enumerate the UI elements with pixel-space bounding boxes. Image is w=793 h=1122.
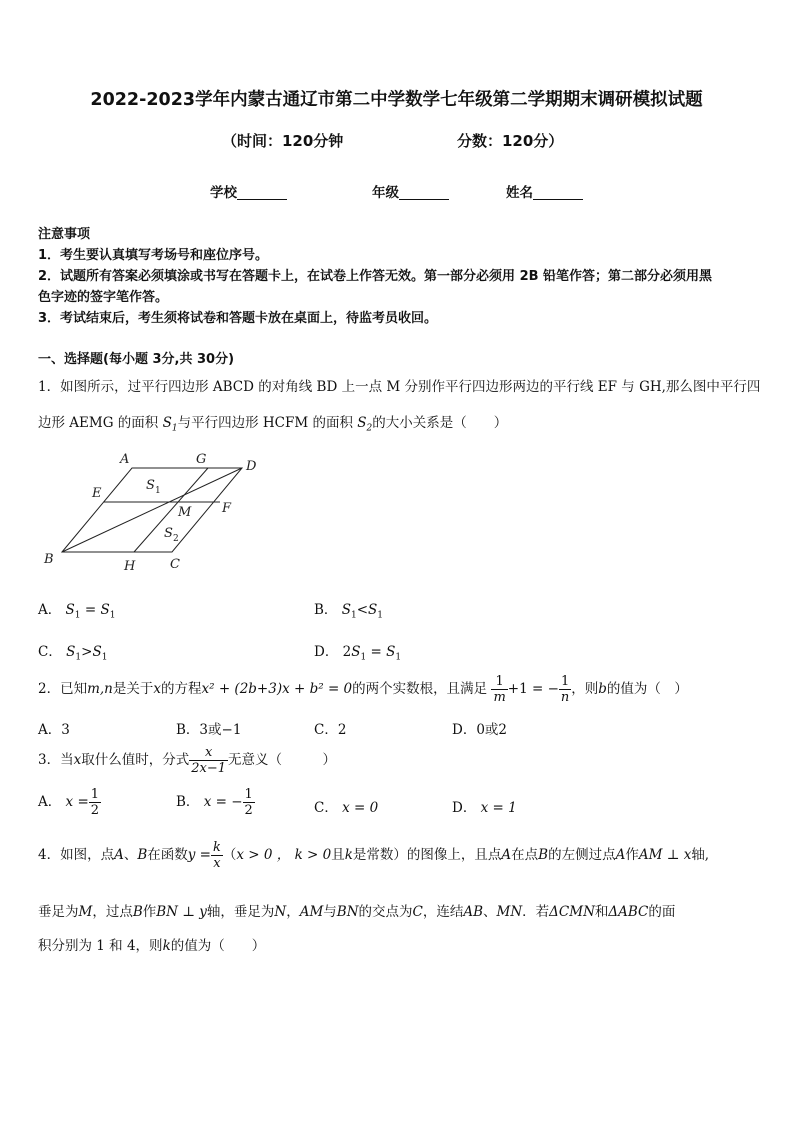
q2-option-d[interactable]: D．0或2 xyxy=(452,722,508,738)
label-s2-sub: 2 xyxy=(173,534,179,544)
q4-line3: 积分别为 1 和 4，则k的值为（ ） xyxy=(38,938,266,954)
q1-text-a: 边形 AEMG 的面积 xyxy=(38,415,159,431)
q2-option-a[interactable]: A．3 xyxy=(38,722,70,738)
q2-stem: 2．已知m,n是关于x的方程x² + (2b+3)x + b² = 0的两个实数根，且满足 $\frac{1}{m}$ +1 = − $\frac{1}{n}$ ，则b的值为（ ） xyxy=(38,674,688,705)
section-heading: 一、选择题(每小题 3分,共 30分) xyxy=(38,352,235,367)
q1-text-c: 的大小关系是（ ） xyxy=(372,415,508,431)
name-label: 姓名 xyxy=(506,185,533,201)
q4-line1: 4．如图，点A、B在函数y = $\frac{k}{x}$ （x > 0 ， k > 0且k是常数）的图像上，且点A在点B的左侧过点A作AM ⊥ x轴, xyxy=(38,840,710,871)
note-item-2b: 色字迹的签字笔作答。 xyxy=(38,290,169,305)
label-s2: S xyxy=(164,526,173,541)
q3-option-a[interactable]: A． x = $\frac{1}{2}$ xyxy=(38,787,100,818)
school-label: 学校 xyxy=(210,185,237,201)
q3-option-b[interactable]: B． x = − $\frac{1}{2}$ xyxy=(176,787,253,818)
grade-label: 年级 xyxy=(372,185,399,201)
note-item-3: 3．考试结束后，考生须将试卷和答题卡放在桌面上，待监考员收回。 xyxy=(38,311,438,326)
q2-frac-1m: $\frac{1}{m}$ xyxy=(493,674,506,705)
label-b: B xyxy=(44,552,54,567)
label-m: M xyxy=(178,505,192,520)
q1-option-d[interactable]: D． $2S_1 = S_1$ xyxy=(314,644,402,663)
label-e: E xyxy=(92,486,102,501)
s1-symbol: $S_1$ xyxy=(162,415,178,434)
q2-option-b[interactable]: B．3或−1 xyxy=(176,722,242,738)
q3-option-d[interactable]: D． x = 1 xyxy=(452,800,517,816)
q1-option-c[interactable]: C． $S_1>S_1$ xyxy=(38,644,108,663)
q2-equation: x² + (2b+3)x + b² = 0 xyxy=(201,681,353,697)
q1-line2 xyxy=(38,411,507,434)
label-f: F xyxy=(222,501,232,516)
exam-score: 分数：120分） xyxy=(457,132,564,150)
q2-option-c[interactable]: C．2 xyxy=(314,722,347,738)
label-s1-sub: 1 xyxy=(155,486,161,496)
label-s1: S xyxy=(146,478,155,493)
name-blank[interactable] xyxy=(533,185,583,200)
label-a: A xyxy=(120,452,130,467)
school-field[interactable] xyxy=(210,181,287,201)
q3-option-c[interactable]: C． x = 0 xyxy=(314,800,379,816)
note-item-2a: 2．试题所有答案必须填涂或书写在答题卡上，在试卷上作答无效。第一部分必须用 2B 铅笔作答；第二部分必须用黑 xyxy=(38,269,713,284)
label-g: G xyxy=(196,452,207,467)
label-d: D xyxy=(246,459,257,474)
q4-line2: 垂足为M，过点B作BN ⊥ y轴，垂足为N，AM与BN的交点为C，连结AB、MN．若ΔCMN和ΔABC的面 xyxy=(38,904,676,920)
s2-symbol: $S_2$ xyxy=(357,415,373,434)
q3-fraction: $\frac{x}{2x-1}$ xyxy=(191,745,226,776)
exam-title: 2022-2023学年内蒙古通辽市第二中学数学七年级第二学期期末调研模拟试题 xyxy=(90,90,703,110)
school-blank[interactable] xyxy=(237,185,287,200)
note-item-1: 1．考生要认真填写考场号和座位序号。 xyxy=(38,248,269,263)
label-h: H xyxy=(124,559,136,574)
q1-line1: 1．如图所示，过平行四边形 ABCD 的对角线 BD 上一点 M 分别作平行四边形两边的平行线 EF 与 GH,那么图中平行四 xyxy=(38,379,761,395)
name-field[interactable] xyxy=(506,181,583,201)
grade-field[interactable] xyxy=(372,181,449,201)
q1-option-a[interactable]: A． $S_1 = S_1$ xyxy=(38,602,116,621)
label-c: C xyxy=(170,557,180,572)
parallelogram-figure xyxy=(36,445,276,580)
q3-stem: 3．当x取什么值时，分式 $\frac{x}{2x-1}$ 无意义（ ） xyxy=(38,745,336,776)
q2-frac-1n: $\frac{1}{n}$ xyxy=(560,674,570,705)
grade-blank[interactable] xyxy=(399,185,449,200)
exam-time: （时间：120分钟 xyxy=(222,132,344,150)
notes-heading: 注意事项 xyxy=(38,227,91,242)
q1-text-b: 与平行四边形 HCFM 的面积 xyxy=(177,415,353,431)
q1-option-b[interactable]: B． $S_1<S_1$ xyxy=(314,602,383,621)
